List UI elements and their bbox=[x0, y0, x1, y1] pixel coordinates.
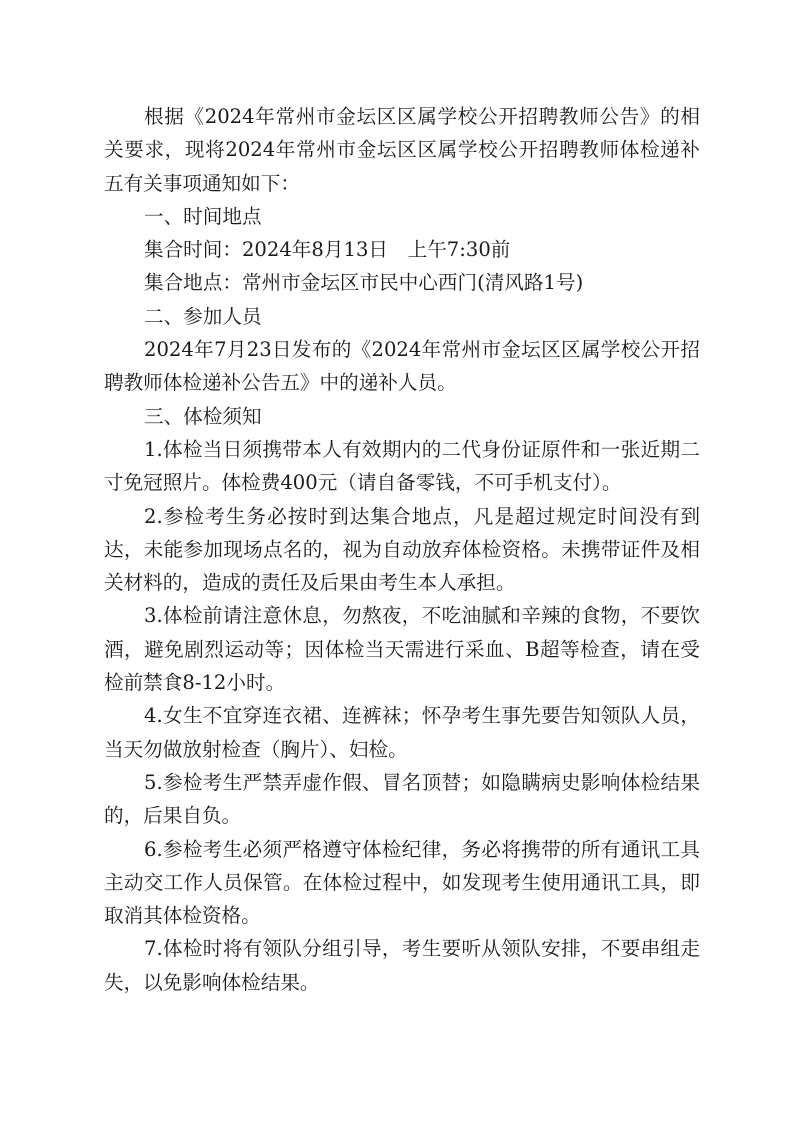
note-item: 5.参检考生严禁弄虚作假、冒名顶替；如隐瞒病史影响体检结果的，后果自负。 bbox=[104, 770, 700, 828]
assembly-place: 集合地点：常州市金坛区市民中心西门(清风路1号) bbox=[144, 271, 584, 295]
section-heading-time-place: 一、时间地点 bbox=[144, 204, 262, 228]
section-heading-participants: 二、参加人员 bbox=[144, 304, 262, 328]
section-heading-notes: 三、体检须知 bbox=[144, 404, 262, 428]
note-item: 6.参检考生必须严格遵守体检纪律，务必将携带的所有通讯工具主动交工作人员保管。在体检过程中，如发现考生使用通讯工具，即取消其体检资格。 bbox=[104, 837, 700, 928]
note-item: 2.参检考生务必按时到达集合地点，凡是超过规定时间没有到达，未能参加现场点名的，视为自动放弃体检资格。未携带证件及相关材料的，造成的责任及后果由考生本人承担。 bbox=[104, 504, 700, 595]
document-body bbox=[104, 100, 700, 999]
assembly-time: 集合时间：2024年8月13日 上午7:30前 bbox=[144, 238, 511, 262]
note-item: 3.体检前请注意休息，勿熬夜，不吃油腻和辛辣的食物，不要饮酒，避免剧烈运动等；因体检当天需进行采血、B超等检查，请在受检前禁食8-12小时。 bbox=[104, 604, 700, 695]
note-item: 1.体检当日须携带本人有效期内的二代身份证原件和一张近期二寸免冠照片。体检费400元（请自备零钱，不可手机支付）。 bbox=[104, 437, 700, 495]
participants-paragraph: 2024年7月23日发布的《2024年常州市金坛区区属学校公开招聘教师体检递补公告五》中的递补人员。 bbox=[104, 338, 700, 395]
note-item: 4.女生不宜穿连衣裙、连裤袜；怀孕考生事先要告知领队人员，当天勿做放射检查（胸片）、妇检。 bbox=[104, 704, 700, 761]
note-item: 7.体检时将有领队分组引导，考生要听从领队安排，不要串组走失，以免影响体检结果。 bbox=[104, 937, 700, 994]
intro-paragraph: 根据《2024年常州市金坛区区属学校公开招聘教师公告》的相关要求，现将2024年常州市金坛区区属学校公开招聘教师体检递补五有关事项通知如下： bbox=[104, 105, 700, 195]
